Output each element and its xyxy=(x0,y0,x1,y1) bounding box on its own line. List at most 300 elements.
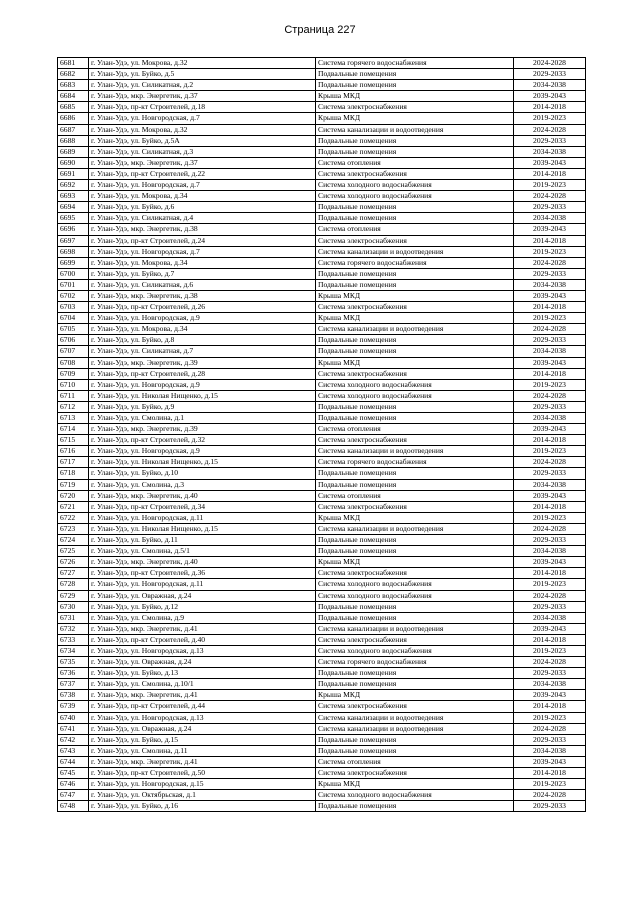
period-cell: 2024-2028 xyxy=(514,790,586,801)
period-cell: 2039-2043 xyxy=(514,224,586,235)
row-number: 6726 xyxy=(58,557,89,568)
row-number: 6722 xyxy=(58,512,89,523)
row-number: 6693 xyxy=(58,191,89,202)
row-number: 6739 xyxy=(58,701,89,712)
period-cell: 2039-2043 xyxy=(514,756,586,767)
system-cell: Система электроснабжения xyxy=(316,302,514,313)
table-row xyxy=(58,546,586,557)
row-number: 6729 xyxy=(58,590,89,601)
table-row xyxy=(58,246,586,257)
row-number: 6720 xyxy=(58,490,89,501)
period-cell: 2039-2043 xyxy=(514,490,586,501)
system-cell: Подвальные помещения xyxy=(316,734,514,745)
period-cell: 2034-2038 xyxy=(514,612,586,623)
system-cell: Подвальные помещения xyxy=(316,346,514,357)
row-number: 6748 xyxy=(58,801,89,812)
system-cell: Подвальные помещения xyxy=(316,69,514,80)
address-cell: г. Улан-Удэ, ул. Буйко, д.10 xyxy=(89,468,316,479)
period-cell: 2024-2028 xyxy=(514,324,586,335)
table-row xyxy=(58,213,586,224)
period-cell: 2034-2038 xyxy=(514,213,586,224)
system-cell: Подвальные помещения xyxy=(316,612,514,623)
row-number: 6697 xyxy=(58,235,89,246)
table-row xyxy=(58,135,586,146)
system-cell: Подвальные помещения xyxy=(316,679,514,690)
table-row xyxy=(58,701,586,712)
address-cell: г. Улан-Удэ, ул. Буйко, д.7 xyxy=(89,268,316,279)
address-cell: г. Улан-Удэ, ул. Буйко, д.5 xyxy=(89,69,316,80)
system-cell: Подвальные помещения xyxy=(316,401,514,412)
row-number: 6723 xyxy=(58,523,89,534)
period-cell: 2029-2033 xyxy=(514,268,586,279)
row-number: 6741 xyxy=(58,723,89,734)
address-cell: г. Улан-Удэ, ул. Овражная, д.24 xyxy=(89,657,316,668)
address-cell: г. Улан-Удэ, ул. Мокрова, д.32 xyxy=(89,58,316,69)
system-cell: Крыша МКД xyxy=(316,91,514,102)
row-number: 6734 xyxy=(58,645,89,656)
period-cell: 2024-2028 xyxy=(514,58,586,69)
system-cell: Подвальные помещения xyxy=(316,668,514,679)
period-cell: 2024-2028 xyxy=(514,257,586,268)
period-cell: 2029-2033 xyxy=(514,734,586,745)
system-cell: Подвальные помещения xyxy=(316,135,514,146)
row-number: 6713 xyxy=(58,413,89,424)
period-cell: 2024-2028 xyxy=(514,723,586,734)
row-number: 6705 xyxy=(58,324,89,335)
table-row xyxy=(58,745,586,756)
system-cell: Подвальные помещения xyxy=(316,601,514,612)
address-cell: г. Улан-Удэ, пр-кт Строителей, д.18 xyxy=(89,102,316,113)
table-row xyxy=(58,368,586,379)
address-cell: г. Улан-Удэ, мкр. Энергетик, д.37 xyxy=(89,91,316,102)
period-cell: 2024-2028 xyxy=(514,590,586,601)
period-cell: 2024-2028 xyxy=(514,523,586,534)
period-cell: 2029-2033 xyxy=(514,668,586,679)
address-cell: г. Улан-Удэ, ул. Мокрова, д.32 xyxy=(89,124,316,135)
table-row xyxy=(58,69,586,80)
system-cell: Система холодного водоснабжения xyxy=(316,180,514,191)
period-cell: 2039-2043 xyxy=(514,557,586,568)
table-row xyxy=(58,279,586,290)
system-cell: Система канализации и водоотведения xyxy=(316,712,514,723)
period-cell: 2024-2028 xyxy=(514,390,586,401)
row-number: 6687 xyxy=(58,124,89,135)
system-cell: Подвальные помещения xyxy=(316,146,514,157)
period-cell: 2034-2038 xyxy=(514,745,586,756)
row-number: 6727 xyxy=(58,568,89,579)
period-cell: 2039-2043 xyxy=(514,91,586,102)
address-cell: г. Улан-Удэ, ул. Силикатная, д.6 xyxy=(89,279,316,290)
address-cell: г. Улан-Удэ, пр-кт Строителей, д.44 xyxy=(89,701,316,712)
address-cell: г. Улан-Удэ, пр-кт Строителей, д.26 xyxy=(89,302,316,313)
address-cell: г. Улан-Удэ, ул. Буйко, д.15 xyxy=(89,734,316,745)
address-cell: г. Улан-Удэ, мкр. Энергетик, д.38 xyxy=(89,224,316,235)
system-cell: Система холодного водоснабжения xyxy=(316,579,514,590)
system-cell: Подвальные помещения xyxy=(316,535,514,546)
system-cell: Система отопления xyxy=(316,490,514,501)
period-cell: 2014-2018 xyxy=(514,435,586,446)
system-cell: Подвальные помещения xyxy=(316,279,514,290)
table-row xyxy=(58,623,586,634)
table-row xyxy=(58,668,586,679)
period-cell: 2029-2033 xyxy=(514,401,586,412)
period-cell: 2039-2043 xyxy=(514,157,586,168)
table-row xyxy=(58,479,586,490)
table-row xyxy=(58,58,586,69)
row-number: 6725 xyxy=(58,546,89,557)
table-row xyxy=(58,501,586,512)
period-cell: 2034-2038 xyxy=(514,413,586,424)
address-cell: г. Улан-Удэ, ул. Овражная, д.24 xyxy=(89,723,316,734)
table-row xyxy=(58,424,586,435)
address-cell: г. Улан-Удэ, мкр. Энергетик, д.41 xyxy=(89,756,316,767)
address-cell: г. Улан-Удэ, ул. Буйко, д.9 xyxy=(89,401,316,412)
period-cell: 2039-2043 xyxy=(514,623,586,634)
row-number: 6732 xyxy=(58,623,89,634)
system-cell: Система холодного водоснабжения xyxy=(316,590,514,601)
system-cell: Подвальные помещения xyxy=(316,468,514,479)
period-cell: 2019-2023 xyxy=(514,579,586,590)
table-row xyxy=(58,91,586,102)
period-cell: 2029-2033 xyxy=(514,69,586,80)
row-number: 6698 xyxy=(58,246,89,257)
row-number: 6708 xyxy=(58,357,89,368)
address-cell: г. Улан-Удэ, ул. Николая Нищенко, д.15 xyxy=(89,523,316,534)
period-cell: 2019-2023 xyxy=(514,313,586,324)
row-number: 6689 xyxy=(58,146,89,157)
row-number: 6681 xyxy=(58,58,89,69)
system-cell: Система холодного водоснабжения xyxy=(316,390,514,401)
system-cell: Система электроснабжения xyxy=(316,568,514,579)
row-number: 6704 xyxy=(58,313,89,324)
table-row xyxy=(58,168,586,179)
row-number: 6685 xyxy=(58,102,89,113)
address-cell: г. Улан-Удэ, ул. Новгородская, д.13 xyxy=(89,645,316,656)
period-cell: 2019-2023 xyxy=(514,246,586,257)
address-cell: г. Улан-Удэ, ул. Николая Нищенко, д.15 xyxy=(89,457,316,468)
system-cell: Система канализации и водоотведения xyxy=(316,723,514,734)
row-number: 6703 xyxy=(58,302,89,313)
address-cell: г. Улан-Удэ, пр-кт Строителей, д.22 xyxy=(89,168,316,179)
address-cell: г. Улан-Удэ, ул. Буйко, д.6 xyxy=(89,202,316,213)
table-row xyxy=(58,490,586,501)
system-cell: Система электроснабжения xyxy=(316,235,514,246)
address-cell: г. Улан-Удэ, ул. Новгородская, д.7 xyxy=(89,180,316,191)
row-number: 6684 xyxy=(58,91,89,102)
table-row xyxy=(58,645,586,656)
system-cell: Крыша МКД xyxy=(316,313,514,324)
row-number: 6733 xyxy=(58,634,89,645)
system-cell: Подвальные помещения xyxy=(316,479,514,490)
table-row xyxy=(58,146,586,157)
table-row xyxy=(58,313,586,324)
address-cell: г. Улан-Удэ, мкр. Энергетик, д.39 xyxy=(89,424,316,435)
row-number: 6692 xyxy=(58,180,89,191)
row-number: 6738 xyxy=(58,690,89,701)
row-number: 6742 xyxy=(58,734,89,745)
period-cell: 2034-2038 xyxy=(514,146,586,157)
table-row xyxy=(58,290,586,301)
system-cell: Крыша МКД xyxy=(316,779,514,790)
address-cell: г. Улан-Удэ, пр-кт Строителей, д.24 xyxy=(89,235,316,246)
row-number: 6717 xyxy=(58,457,89,468)
address-cell: г. Улан-Удэ, ул. Новгородская, д.11 xyxy=(89,512,316,523)
system-cell: Крыша МКД xyxy=(316,512,514,523)
system-cell: Система электроснабжения xyxy=(316,368,514,379)
system-cell: Подвальные помещения xyxy=(316,801,514,812)
address-cell: г. Улан-Удэ, мкр. Энергетик, д.39 xyxy=(89,357,316,368)
table-row xyxy=(58,612,586,623)
table-row xyxy=(58,579,586,590)
period-cell: 2029-2033 xyxy=(514,202,586,213)
address-cell: г. Улан-Удэ, ул. Октябрьская, д.1 xyxy=(89,790,316,801)
system-cell: Система отопления xyxy=(316,756,514,767)
address-cell: г. Улан-Удэ, ул. Новгородская, д.7 xyxy=(89,246,316,257)
table-row xyxy=(58,557,586,568)
period-cell: 2014-2018 xyxy=(514,701,586,712)
period-cell: 2029-2033 xyxy=(514,801,586,812)
system-cell: Подвальные помещения xyxy=(316,213,514,224)
table-row xyxy=(58,390,586,401)
table-row xyxy=(58,601,586,612)
period-cell: 2019-2023 xyxy=(514,379,586,390)
address-cell: г. Улан-Удэ, ул. Новгородская, д.9 xyxy=(89,446,316,457)
address-cell: г. Улан-Удэ, ул. Буйко, д.12 xyxy=(89,601,316,612)
system-cell: Подвальные помещения xyxy=(316,268,514,279)
address-cell: г. Улан-Удэ, пр-кт Строителей, д.50 xyxy=(89,768,316,779)
address-cell: г. Улан-Удэ, ул. Силикатная, д.4 xyxy=(89,213,316,224)
period-cell: 2014-2018 xyxy=(514,568,586,579)
system-cell: Крыша МКД xyxy=(316,113,514,124)
row-number: 6688 xyxy=(58,135,89,146)
address-cell: г. Улан-Удэ, мкр. Энергетик, д.40 xyxy=(89,557,316,568)
address-cell: г. Улан-Удэ, ул. Смолина, д.5/1 xyxy=(89,546,316,557)
row-number: 6737 xyxy=(58,679,89,690)
row-number: 6747 xyxy=(58,790,89,801)
row-number: 6699 xyxy=(58,257,89,268)
row-number: 6694 xyxy=(58,202,89,213)
address-cell: г. Улан-Удэ, мкр. Энергетик, д.40 xyxy=(89,490,316,501)
table-row xyxy=(58,468,586,479)
registry-table-body xyxy=(58,58,586,812)
period-cell: 2034-2038 xyxy=(514,679,586,690)
address-cell: г. Улан-Удэ, пр-кт Строителей, д.34 xyxy=(89,501,316,512)
table-row xyxy=(58,102,586,113)
row-number: 6700 xyxy=(58,268,89,279)
system-cell: Система горячего водоснабжения xyxy=(316,257,514,268)
period-cell: 2024-2028 xyxy=(514,191,586,202)
period-cell: 2019-2023 xyxy=(514,446,586,457)
period-cell: 2039-2043 xyxy=(514,424,586,435)
period-cell: 2014-2018 xyxy=(514,302,586,313)
row-number: 6740 xyxy=(58,712,89,723)
table-row xyxy=(58,413,586,424)
address-cell: г. Улан-Удэ, ул. Смолина, д.3 xyxy=(89,479,316,490)
period-cell: 2034-2038 xyxy=(514,546,586,557)
address-cell: г. Улан-Удэ, пр-кт Строителей, д.36 xyxy=(89,568,316,579)
table-row xyxy=(58,446,586,457)
row-number: 6721 xyxy=(58,501,89,512)
table-row xyxy=(58,590,586,601)
row-number: 6718 xyxy=(58,468,89,479)
address-cell: г. Улан-Удэ, ул. Смолина, д.10/1 xyxy=(89,679,316,690)
period-cell: 2014-2018 xyxy=(514,102,586,113)
system-cell: Система холодного водоснабжения xyxy=(316,379,514,390)
system-cell: Система горячего водоснабжения xyxy=(316,457,514,468)
row-number: 6706 xyxy=(58,335,89,346)
system-cell: Подвальные помещения xyxy=(316,202,514,213)
row-number: 6728 xyxy=(58,579,89,590)
table-row xyxy=(58,801,586,812)
period-cell: 2034-2038 xyxy=(514,279,586,290)
table-row xyxy=(58,235,586,246)
system-cell: Система отопления xyxy=(316,424,514,435)
table-row xyxy=(58,756,586,767)
row-number: 6744 xyxy=(58,756,89,767)
row-number: 6714 xyxy=(58,424,89,435)
period-cell: 2039-2043 xyxy=(514,290,586,301)
address-cell: г. Улан-Удэ, ул. Мокрова, д.34 xyxy=(89,257,316,268)
period-cell: 2029-2033 xyxy=(514,135,586,146)
table-row xyxy=(58,657,586,668)
table-row xyxy=(58,257,586,268)
system-cell: Система электроснабжения xyxy=(316,168,514,179)
system-cell: Подвальные помещения xyxy=(316,413,514,424)
address-cell: г. Улан-Удэ, ул. Буйко, д.16 xyxy=(89,801,316,812)
system-cell: Система канализации и водоотведения xyxy=(316,124,514,135)
address-cell: г. Улан-Удэ, мкр. Энергетик, д.41 xyxy=(89,623,316,634)
period-cell: 2024-2028 xyxy=(514,457,586,468)
address-cell: г. Улан-Удэ, ул. Новгородская, д.11 xyxy=(89,579,316,590)
row-number: 6712 xyxy=(58,401,89,412)
address-cell: г. Улан-Удэ, ул. Овражная, д.24 xyxy=(89,590,316,601)
system-cell: Крыша МКД xyxy=(316,357,514,368)
period-cell: 2034-2038 xyxy=(514,80,586,91)
page-title: Страница 227 xyxy=(284,24,356,36)
address-cell: г. Улан-Удэ, ул. Новгородская, д.9 xyxy=(89,313,316,324)
address-cell: г. Улан-Удэ, ул. Смолина, д.11 xyxy=(89,745,316,756)
period-cell: 2019-2023 xyxy=(514,712,586,723)
period-cell: 2034-2038 xyxy=(514,479,586,490)
row-number: 6707 xyxy=(58,346,89,357)
row-number: 6743 xyxy=(58,745,89,756)
period-cell: 2014-2018 xyxy=(514,768,586,779)
system-cell: Система электроснабжения xyxy=(316,501,514,512)
address-cell: г. Улан-Удэ, ул. Буйко, д.11 xyxy=(89,535,316,546)
period-cell: 2029-2033 xyxy=(514,335,586,346)
system-cell: Система отопления xyxy=(316,157,514,168)
address-cell: г. Улан-Удэ, ул. Силикатная, д.7 xyxy=(89,346,316,357)
period-cell: 2019-2023 xyxy=(514,180,586,191)
period-cell: 2014-2018 xyxy=(514,634,586,645)
row-number: 6686 xyxy=(58,113,89,124)
address-cell: г. Улан-Удэ, пр-кт Строителей, д.28 xyxy=(89,368,316,379)
table-row xyxy=(58,180,586,191)
table-row xyxy=(58,690,586,701)
system-cell: Система электроснабжения xyxy=(316,102,514,113)
table-row xyxy=(58,346,586,357)
table-row xyxy=(58,723,586,734)
row-number: 6724 xyxy=(58,535,89,546)
address-cell: г. Улан-Удэ, ул. Мокрова, д.34 xyxy=(89,191,316,202)
row-number: 6719 xyxy=(58,479,89,490)
system-cell: Подвальные помещения xyxy=(316,80,514,91)
period-cell: 2019-2023 xyxy=(514,113,586,124)
row-number: 6683 xyxy=(58,80,89,91)
row-number: 6711 xyxy=(58,390,89,401)
address-cell: г. Улан-Удэ, ул. Буйко, д.8 xyxy=(89,335,316,346)
system-cell: Система канализации и водоотведения xyxy=(316,246,514,257)
system-cell: Система канализации и водоотведения xyxy=(316,324,514,335)
table-row xyxy=(58,457,586,468)
row-number: 6682 xyxy=(58,69,89,80)
table-row xyxy=(58,379,586,390)
system-cell: Крыша МКД xyxy=(316,690,514,701)
system-cell: Подвальные помещения xyxy=(316,546,514,557)
row-number: 6716 xyxy=(58,446,89,457)
row-number: 6735 xyxy=(58,657,89,668)
system-cell: Система канализации и водоотведения xyxy=(316,623,514,634)
address-cell: г. Улан-Удэ, мкр. Энергетик, д.41 xyxy=(89,690,316,701)
system-cell: Система горячего водоснабжения xyxy=(316,657,514,668)
address-cell: г. Улан-Удэ, ул. Николая Нищенко, д.15 xyxy=(89,390,316,401)
address-cell: г. Улан-Удэ, пр-кт Строителей, д.32 xyxy=(89,435,316,446)
row-number: 6746 xyxy=(58,779,89,790)
table-row xyxy=(58,302,586,313)
period-cell: 2019-2023 xyxy=(514,779,586,790)
table-row xyxy=(58,191,586,202)
row-number: 6696 xyxy=(58,224,89,235)
address-cell: г. Улан-Удэ, ул. Буйко, д.13 xyxy=(89,668,316,679)
table-row xyxy=(58,679,586,690)
row-number: 6745 xyxy=(58,768,89,779)
table-row xyxy=(58,224,586,235)
system-cell: Подвальные помещения xyxy=(316,335,514,346)
address-cell: г. Улан-Удэ, мкр. Энергетик, д.37 xyxy=(89,157,316,168)
period-cell: 2014-2018 xyxy=(514,368,586,379)
row-number: 6695 xyxy=(58,213,89,224)
table-row xyxy=(58,535,586,546)
table-row xyxy=(58,634,586,645)
table-row xyxy=(58,790,586,801)
period-cell: 2039-2043 xyxy=(514,690,586,701)
row-number: 6715 xyxy=(58,435,89,446)
address-cell: г. Улан-Удэ, ул. Новгородская, д.9 xyxy=(89,379,316,390)
row-number: 6736 xyxy=(58,668,89,679)
system-cell: Система холодного водоснабжения xyxy=(316,790,514,801)
period-cell: 2039-2043 xyxy=(514,357,586,368)
system-cell: Система электроснабжения xyxy=(316,701,514,712)
table-row xyxy=(58,568,586,579)
table-row xyxy=(58,768,586,779)
address-cell: г. Улан-Удэ, ул. Новгородская, д.13 xyxy=(89,712,316,723)
table-row xyxy=(58,523,586,534)
row-number: 6691 xyxy=(58,168,89,179)
address-cell: г. Улан-Удэ, ул. Мокрова, д.34 xyxy=(89,324,316,335)
row-number: 6709 xyxy=(58,368,89,379)
address-cell: г. Улан-Удэ, ул. Буйко, д.5А xyxy=(89,135,316,146)
period-cell: 2024-2028 xyxy=(514,124,586,135)
period-cell: 2024-2028 xyxy=(514,657,586,668)
period-cell: 2019-2023 xyxy=(514,645,586,656)
system-cell: Система электроснабжения xyxy=(316,435,514,446)
system-cell: Крыша МКД xyxy=(316,557,514,568)
table-row xyxy=(58,401,586,412)
row-number: 6690 xyxy=(58,157,89,168)
period-cell: 2029-2033 xyxy=(514,535,586,546)
period-cell: 2014-2018 xyxy=(514,168,586,179)
system-cell: Система горячего водоснабжения xyxy=(316,58,514,69)
